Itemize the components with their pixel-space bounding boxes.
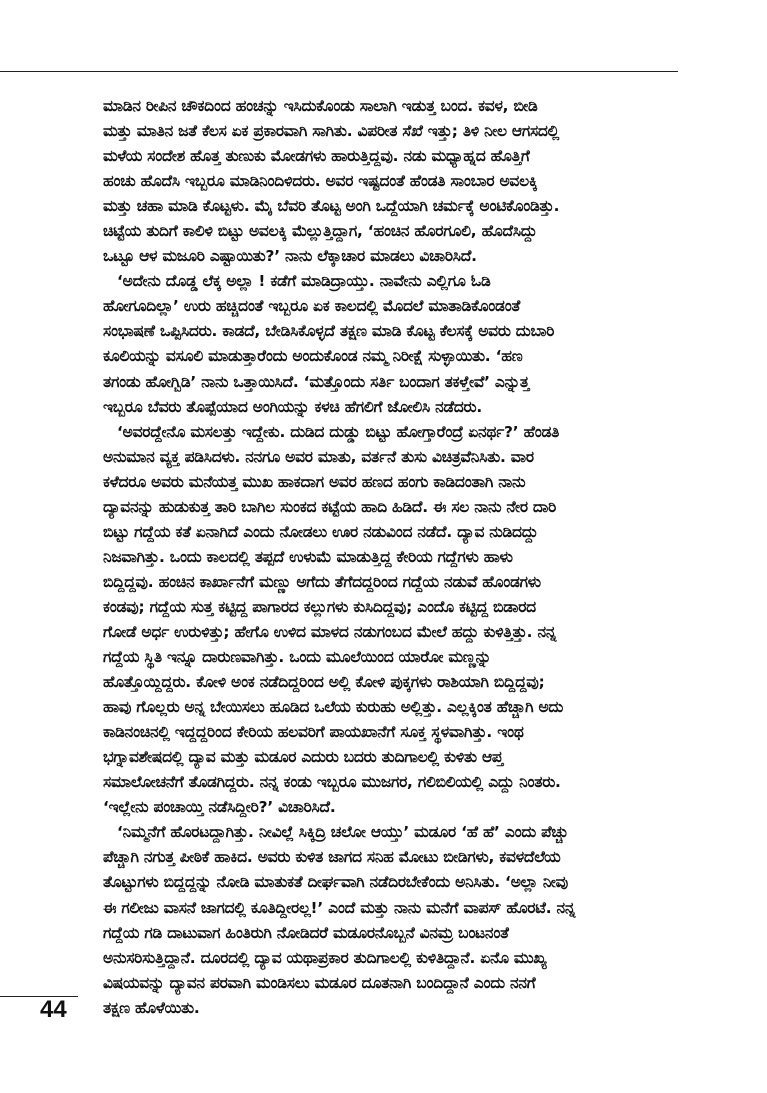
text-line: ಗದ್ದೆಯ ಸ್ಥಿತಿ ಇನ್ನೂ ದಾರುಣವಾಗಿತ್ತು. ಒಂದು ಮೂಲೆಯಿಂದ ಯಾರೋ ಮಣ್ಣನ್ನು [103, 648, 491, 667]
text-line: ಹಾವು ಗೊಲ್ಲರು ಅನ್ನ ಬೇಯಿಸಲು ಹೂಡಿದ ಒಲೆಯ ಕುರುಹು ಅಲ್ಲಿತ್ತು. ಎಲ್ಲಕ್ಕಿಂತ ಹೆಚ್ಚಾಗಿ ಅದು [103, 698, 564, 717]
text-line: ಚಿಟ್ಟೆಯ ತುದಿಗೆ ಕಾಲಿಳಿ ಬಿಟ್ಟು ಅವಲಕ್ಕಿ ಮೆಲ್ಲುತ್ತಿದ್ದಾಗ, ‘ಹಂಚಿನ ಹೊರಗೂಲಿ, ಹೊದೆಸಿದ್ದು [103, 222, 537, 241]
text-line: ‘ಇಲ್ಲೇನು ಪಂಚಾಯ್ತಿ ನಡೆಸಿದ್ದೀರಿ?’ ವಿಚಾರಿಸಿದೆ. [103, 798, 336, 817]
text-line: ಮಾಡಿನ ರೀಪಿನ ಚೌಕದಿಂದ ಹಂಚನ್ನು ಇಸಿದುಕೊಂಡು ಸಾಲಾಗಿ ಇಡುತ್ತ ಬಂದ. ಕವಳ, ಬೀಡಿ [103, 97, 538, 115]
text-line: ಬಿದ್ದಿದ್ದವು. ಹಂಚಿನ ಕಾರ್ಖಾನೆಗೆ ಮಣ್ಣು ಅಗೆದು ತೆಗೆದದ್ದರಿಂದ ಗದ್ದೆಯ ನಡುವೆ ಹೊಂಡಗಳು [103, 572, 541, 591]
text-line: ಹೊತ್ತೊಯ್ದಿದ್ದರು. ಕೋಳಿ ಅಂಕ ನಡೆದಿದ್ದರಿಂದ ಅಲ್ಲಿ ಕೋಳಿ ಪುಕ್ಕಗಳು ರಾಶಿಯಾಗಿ ಬಿದ್ದಿದ್ದವು; [103, 673, 545, 692]
text-line: ‘ಅವರದ್ದೇನೊ ಮಸಲತ್ತು ಇದ್ದೇಕು. ದುಡಿದ ದುಡ್ಡು ಬಿಟ್ಟು ಹೋಗ್ತಾರೆಂದ್ರೆ ಏನರ್ಥ?’ ಹೆಂಡತಿ [117, 422, 560, 441]
text-line: ದ್ಯಾವನನ್ನು ಹುಡುಕುತ್ತ ತಾರಿ ಬಾಗಿಲ ಸುಂಕದ ಕಟ್ಟೆಯ ಹಾದಿ ಹಿಡಿದೆ. ಈ ಸಲ ನಾನು ನೇರ ದಾರಿ [103, 497, 557, 516]
text-line: ಈ ಗಲೀಜು ವಾಸನೆ ಜಾಗದಲ್ಲಿ ಕೂತಿದ್ದೀರಲ್ಲ!’ ಎಂದೆ ಮತ್ತು ನಾನು ಮನೆಗೆ ವಾಪಸ್ ಹೊರಟೆ. ನನ್ನ [103, 898, 576, 917]
text-line: ಅನುಸರಿಸುತ್ತಿದ್ದಾನೆ. ದೂರದಲ್ಲಿ ದ್ಯಾವ ಯಥಾಪ್ರಕಾರ ತುದಿಗಾಲಲ್ಲಿ ಕುಳಿತಿದ್ದಾನೆ. ಏನೊ ಮುಖ್ಯ [103, 948, 547, 967]
text-line: ಹೋಗೂದಿಲ್ಲಾ’ ಉರು ಹಚ್ಚಿದಂತೆ ಇಬ್ಬರೂ ಏಕ ಕಾಲದಲ್ಲಿ ಮೊದಲೆ ಮಾತಾಡಿಕೊಂಡಂತೆ [103, 297, 521, 316]
text-line: ಪೆಚ್ಚಾಗಿ ನಗುತ್ತ ಪೀಠಿಕೆ ಹಾಕಿದ. ಅವರು ಕುಳಿತ ಜಾಗದ ಸನಿಹ ಮೋಟು ಬೀಡಿಗಳು, ಕವಳದೆಲೆಯ [103, 848, 561, 867]
text-line: ತಕ್ಷಣ ಹೊಳೆಯಿತು. [103, 998, 200, 1017]
text-line: ಒಟ್ಟೂ ಆಳ ಮಜೂರಿ ಎಷ್ಟಾಯಿತು?’ ನಾನು ಲೆಕ್ಕಾಚಾರ ಮಾಡಲು ವಿಚಾರಿಸಿದೆ. [103, 247, 477, 266]
text-line: ಅನುಮಾನ ವ್ಯಕ್ತ ಪಡಿಸಿದಳು. ನನಗೂ ಅವರ ಮಾತು, ವರ್ತನೆ ತುಸು ವಿಚಿತ್ರವೆನಿಸಿತು. ವಾರ [103, 447, 534, 466]
text-line: ಸಮಾಲೋಚನೆಗೆ ತೊಡಗಿದ್ದರು. ನನ್ನ ಕಂಡು ಇಬ್ಬರೂ ಮುಜಗರ, ಗಲಿಬಿಲಿಯಲ್ಲಿ ಎದ್ದು ನಿಂತರು. [103, 773, 561, 792]
text-line: ಕಳೆದರೂ ಅವರು ಮನೆಯತ್ತ ಮುಖ ಹಾಕದಾಗ ಅವರ ಹಣದ ಹಂಗು ಕಾಡಿದಂತಾಗಿ ನಾನು [103, 472, 526, 491]
text-line: ವಿಷಯವನ್ನು ದ್ಯಾವನ ಪರವಾಗಿ ಮಂಡಿಸಲು ಮಡೂರ ದೂತನಾಗಿ ಬಂದಿದ್ದಾನೆ ಎಂದು ನನಗೆ [103, 973, 536, 992]
text-line: ಬಿಟ್ಟು ಗದ್ದೆಯ ಕತೆ ಏನಾಗಿದೆ ಎಂದು ನೋಡಲು ಊರ ನಡುವಿಂದ ನಡೆದೆ. ದ್ಯಾವ ನುಡಿದದ್ದು [103, 522, 538, 541]
text-line: ಮತ್ತು ಚಹಾ ಮಾಡಿ ಕೊಟ್ಟಳು. ಮೈ ಬೆವರಿ ತೊಟ್ಟ ಅಂಗಿ ಒದ್ದೆಯಾಗಿ ಚರ್ಮಕ್ಕೆ ಅಂಟಿಕೊಂಡಿತ್ತು. [103, 197, 560, 216]
text-line: ಸಂಭಾಷಣೆ ಒಪ್ಪಿಸಿದರು. ಕಾಡದೆ, ಬೇಡಿಸಿಕೊಳ್ಳದೆ ತಕ್ಷಣ ಮಾಡಿ ಕೊಟ್ಟ ಕೆಲಸಕ್ಕೆ ಅವರು ದುಬಾರಿ [103, 322, 555, 341]
text-line: ಇಬ್ಬರೂ ಬೆವರು ತೊಪ್ಪೆಯಾದ ಅಂಗಿಯನ್ನು ಕಳಚಿ ಹೆಗಲಿಗೆ ಜೋಲಿಸಿ ನಡೆದರು. [103, 397, 482, 416]
text-line: ಭಗ್ನಾವಶೇಷದಲ್ಲಿ ದ್ಯಾವ ಮತ್ತು ಮಡೂರ ಎದುರು ಬದರು ತುದಿಗಾಲಲ್ಲಿ ಕುಳಿತು ಆಪ್ತ [103, 748, 503, 767]
text-line: ತಗಂಡು ಹೋಗ್ಬಿಡಿ’ ನಾನು ಒತ್ತಾಯಿಸಿದೆ. ‘ಮತ್ತೊಂದು ಸರ್ತಿ ಬಂದಾಗ ತಕಳ್ತೇವೆ’ ಎನ್ನುತ್ತ [103, 372, 530, 391]
text-line: ಮಳೆಯ ಸಂದೇಶ ಹೊತ್ತ ತುಣುಕು ಮೋಡಗಳು ಹಾರುತ್ತಿದ್ದವು. ನಡು ಮಧ್ಯಾಹ್ನದ ಹೊತ್ತಿಗೆ [103, 147, 530, 166]
text-line: ಗೋಡೆ ಅರ್ಧ ಉರುಳಿತ್ತು; ಹೇಗೊ ಉಳಿದ ಮಾಳದ ನಡುಗಂಬದ ಮೇಲೆ ಹದ್ದು ಕುಳಿತ್ತಿತ್ತು. ನನ್ನ [103, 622, 557, 641]
text-line: ಹಂಚು ಹೊದೆಸಿ ಇಬ್ಬರೂ ಮಾಡಿನಿಂದಿಳಿದರು. ಅವರ ಇಷ್ಟದಂತೆ ಹೆಂಡತಿ ಸಾಂಬಾರ ಅವಲಕ್ಕಿ [103, 172, 538, 191]
body-text [103, 94, 678, 1021]
text-line: ತೊಟ್ಟುಗಳು ಬಿದ್ದದ್ದನ್ನು ನೋಡಿ ಮಾತುಕತೆ ದೀರ್ಘವಾಗಿ ನಡೆದಿರಬೇಕೆಂದು ಅನಿಸಿತು. ‘ಅಲ್ಲಾ ನೀವು [103, 873, 568, 892]
text-line: ಕಂಡವು; ಗದ್ದೆಯ ಸುತ್ತ ಕಟ್ಟಿದ್ದ ಪಾಗಾರದ ಕಲ್ಲುಗಳು ಕುಸಿದಿದ್ದವು; ಎಂದೊ ಕಟ್ಟಿದ್ದ ಬಿಡಾರದ [103, 597, 536, 616]
top-rule [0, 71, 678, 72]
text-line: ‘ನಿಮ್ಮನೆಗೆ ಹೊರಟದ್ದಾಗಿತ್ತು. ನೀವಿಲ್ಲೆ ಸಿಕ್ಕಿದ್ರಿ ಚಲೋ ಆಯ್ತು’ ಮಡೂರ ‘ಹೆ ಹೆ’ ಎಂದು ಪೆಚ್ಚು [117, 823, 569, 842]
text-line: ಕೂಲಿಯನ್ನು ವಸೂಲಿ ಮಾಡುತ್ತಾರೆಂದು ಅಂದುಕೊಂಡ ನಮ್ಮ ನಿರೀಕ್ಷೆ ಸುಳ್ಳಾಯಿತು. ‘ಹಣ [103, 347, 523, 366]
page-number: 44 [40, 996, 67, 1023]
text-line: ನಿಜವಾಗಿತ್ತು. ಒಂದು ಕಾಲದಲ್ಲಿ ತಪ್ಪದೆ ಉಳುಮೆ ಮಾಡುತ್ತಿದ್ದ ಕೇರಿಯ ಗದ್ದೆಗಳು ಹಾಳು [103, 547, 513, 566]
text-line: ‘ಅದೇನು ದೊಡ್ಡ ಲೆಕ್ಕ ಅಲ್ಲಾ ! ಕಡೆಗೆ ಮಾಡಿದ್ರಾಯ್ತು. ನಾವೇನು ಎಲ್ಲಿಗೂ ಓಡಿ [117, 272, 491, 291]
text-line: ಮತ್ತು ಮಾತಿನ ಜತೆ ಕೆಲಸ ಏಕ ಪ್ರಕಾರವಾಗಿ ಸಾಗಿತು. ವಿಪರೀತ ಸೆಖೆ ಇತ್ತು; ತಿಳಿ ನೀಲ ಆಗಸದಲ್ಲಿ [103, 122, 560, 141]
text-line: ಗದ್ದೆಯ ಗಡಿ ದಾಟುವಾಗ ಹಿಂತಿರುಗಿ ನೋಡಿದರೆ ಮಡೂರನೊಬ್ಬನೆ ವಿನಮ್ರ ಬಂಟನಂತೆ [103, 923, 509, 942]
text-line: ಕಾಡಿನಂಚಿನಲ್ಲಿ ಇದ್ದದ್ದರಿಂದ ಕೇರಿಯ ಹಲವರಿಗೆ ಪಾಯಖಾನೆಗೆ ಸೂಕ್ತ ಸ್ಥಳವಾಗಿತ್ತು. ಇಂಥ [103, 723, 524, 742]
